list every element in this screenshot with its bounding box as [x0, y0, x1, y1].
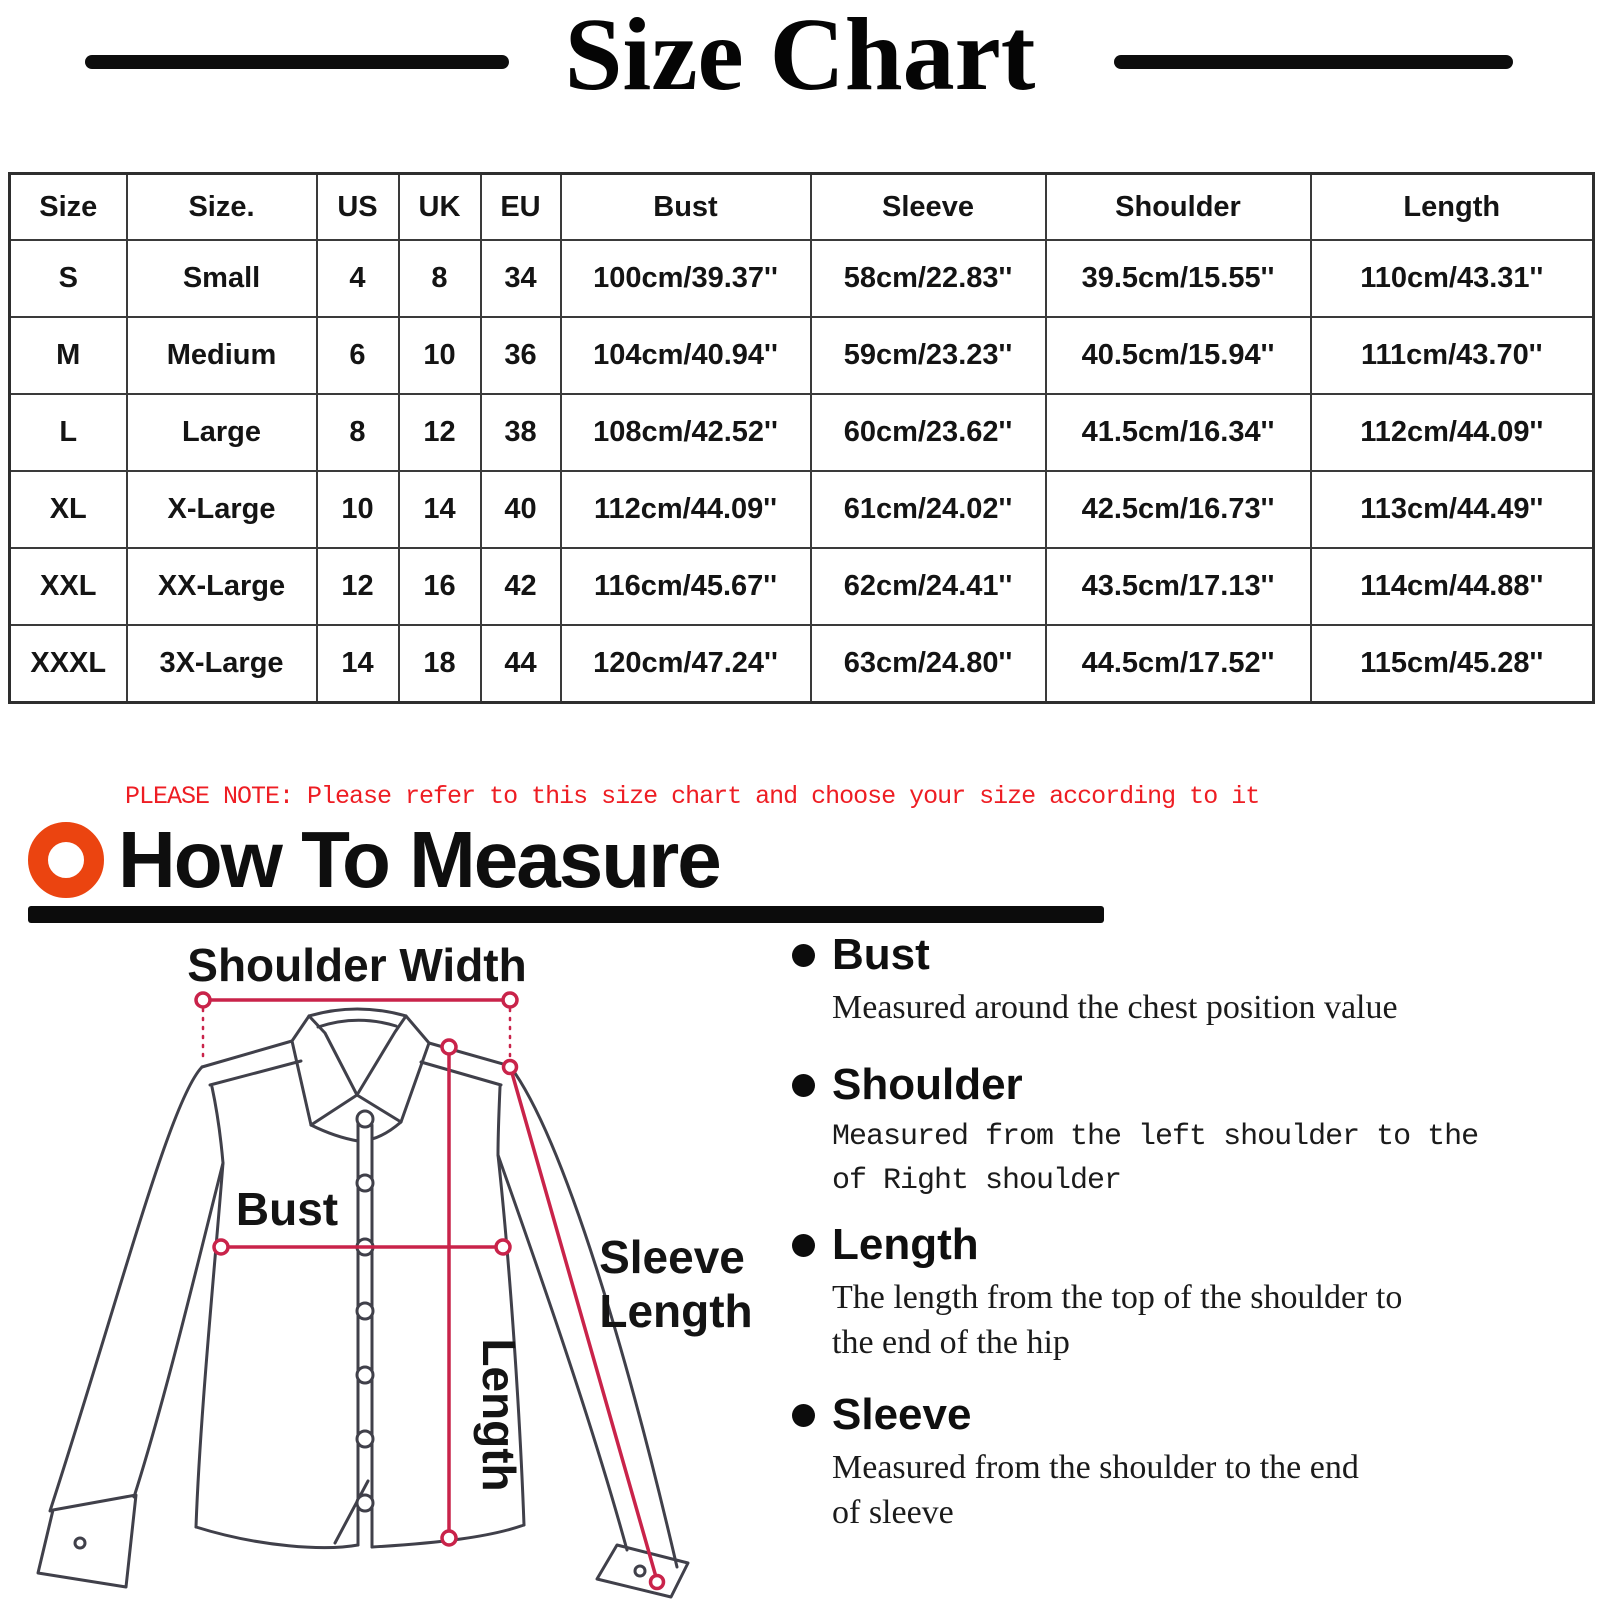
- table-cell: 40: [481, 471, 561, 548]
- instruction-desc: [832, 1116, 1478, 1203]
- table-cell: 115cm/45.28'': [1311, 625, 1594, 703]
- desc-line: of sleeve: [832, 1494, 954, 1532]
- table-cell: XL: [10, 471, 127, 548]
- column-header: Size.: [127, 174, 317, 241]
- table-cell: 10: [399, 317, 481, 394]
- table-cell: 42: [481, 548, 561, 625]
- table-cell: L: [10, 394, 127, 471]
- bullet-dot: [792, 1404, 815, 1427]
- table-cell: 60cm/23.62'': [811, 394, 1046, 471]
- table-cell: 12: [317, 548, 399, 625]
- instruction-term: Bust: [832, 930, 930, 979]
- column-header: Size: [10, 174, 127, 241]
- table-cell: 110cm/43.31'': [1311, 240, 1594, 317]
- table-cell: 12: [399, 394, 481, 471]
- table-cell: 14: [399, 471, 481, 548]
- table-cell: 36: [481, 317, 561, 394]
- sleeve-length-label-line2: Length: [599, 1285, 753, 1337]
- table-cell: 8: [317, 394, 399, 471]
- sleeve-length-label-line1: Sleeve: [599, 1231, 745, 1283]
- please-note-text: PLEASE NOTE: Please refer to this size chart and choose your size according to it: [125, 782, 1260, 811]
- column-header: US: [317, 174, 399, 241]
- bullet-dot: [792, 1234, 815, 1257]
- how-to-measure-title: How To Measure: [118, 815, 720, 904]
- title-rule-left: [85, 55, 509, 69]
- table-cell: 39.5cm/15.55'': [1046, 240, 1311, 317]
- table-cell: 112cm/44.09'': [561, 471, 811, 548]
- desc-line: Measured from the left shoulder to the: [832, 1120, 1479, 1155]
- table-cell: XX-Large: [127, 548, 317, 625]
- shirt-measure-diagram: [20, 895, 780, 1600]
- instruction-sleeve: [788, 1392, 1359, 1536]
- table-cell: 16: [399, 548, 481, 625]
- instruction-term: Sleeve: [832, 1390, 972, 1439]
- table-cell: 116cm/45.67'': [561, 548, 811, 625]
- column-header: Shoulder: [1046, 174, 1311, 241]
- table-cell: 34: [481, 240, 561, 317]
- table-cell: 104cm/40.94'': [561, 317, 811, 394]
- table-cell: 38: [481, 394, 561, 471]
- table-cell: 114cm/44.88'': [1311, 548, 1594, 625]
- table-cell: 10: [317, 471, 399, 548]
- desc-line: of Right shoulder: [832, 1163, 1122, 1198]
- collar: [292, 1016, 429, 1125]
- table-cell: 44.5cm/17.52'': [1046, 625, 1311, 703]
- table-cell: 14: [317, 625, 399, 703]
- table-cell: 59cm/23.23'': [811, 317, 1046, 394]
- table-cell: 58cm/22.83'': [811, 240, 1046, 317]
- desc-line: the end of the hip: [832, 1324, 1070, 1362]
- table-cell: 18: [399, 625, 481, 703]
- column-header: Length: [1311, 174, 1594, 241]
- ring-icon: [28, 822, 104, 898]
- instruction-desc: [832, 1446, 1359, 1536]
- table-cell: 8: [399, 240, 481, 317]
- table-cell: XXXL: [10, 625, 127, 703]
- table-cell: 42.5cm/16.73'': [1046, 471, 1311, 548]
- table-cell: 120cm/47.24'': [561, 625, 811, 703]
- table-cell: 6: [317, 317, 399, 394]
- table-cell: X-Large: [127, 471, 317, 548]
- length-label: Length: [473, 1338, 525, 1492]
- desc-line: Measured from the shoulder to the end: [832, 1449, 1359, 1487]
- table-cell: S: [10, 240, 127, 317]
- instruction-term: Length: [832, 1220, 979, 1269]
- shoulder-width-line: [196, 993, 517, 1063]
- page-title: Size Chart: [564, 0, 1036, 112]
- table-cell: 62cm/24.41'': [811, 548, 1046, 625]
- table-cell: 3X-Large: [127, 625, 317, 703]
- shirt-outline: [38, 1009, 688, 1597]
- column-header: UK: [399, 174, 481, 241]
- instruction-bust: [788, 932, 1398, 1031]
- instruction-desc: [832, 1276, 1402, 1366]
- desc-line: The length from the top of the shoulder to: [832, 1279, 1403, 1317]
- table-cell: 112cm/44.09'': [1311, 394, 1594, 471]
- table-cell: Large: [127, 394, 317, 471]
- table-cell: XXL: [10, 548, 127, 625]
- table-cell: 113cm/44.49'': [1311, 471, 1594, 548]
- instruction-term: Shoulder: [832, 1060, 1023, 1109]
- table-cell: Small: [127, 240, 317, 317]
- table-cell: 111cm/43.70'': [1311, 317, 1594, 394]
- table-cell: 44: [481, 625, 561, 703]
- how-to-measure-heading: [28, 815, 720, 904]
- table-cell: 43.5cm/17.13'': [1046, 548, 1311, 625]
- measure-instructions: [788, 0, 1518, 1600]
- table-cell: 100cm/39.37'': [561, 240, 811, 317]
- bullet-dot: [792, 1074, 815, 1097]
- bust-label: Bust: [235, 1183, 339, 1235]
- table-cell: M: [10, 317, 127, 394]
- table-cell: Medium: [127, 317, 317, 394]
- length-line: [442, 1040, 456, 1545]
- table-cell: 4: [317, 240, 399, 317]
- bullet-dot: [792, 944, 815, 967]
- column-header: Sleeve: [811, 174, 1046, 241]
- instruction-desc: Measured around the chest position value: [832, 989, 1398, 1027]
- table-cell: 108cm/42.52'': [561, 394, 811, 471]
- instruction-shoulder: [788, 1062, 1478, 1203]
- instruction-length: [788, 1222, 1402, 1366]
- column-header: EU: [481, 174, 561, 241]
- table-cell: 41.5cm/16.34'': [1046, 394, 1311, 471]
- column-header: Bust: [561, 174, 811, 241]
- shoulder-width-label: Shoulder Width: [187, 939, 527, 991]
- table-cell: 61cm/24.02'': [811, 471, 1046, 548]
- table-cell: 40.5cm/15.94'': [1046, 317, 1311, 394]
- table-cell: 63cm/24.80'': [811, 625, 1046, 703]
